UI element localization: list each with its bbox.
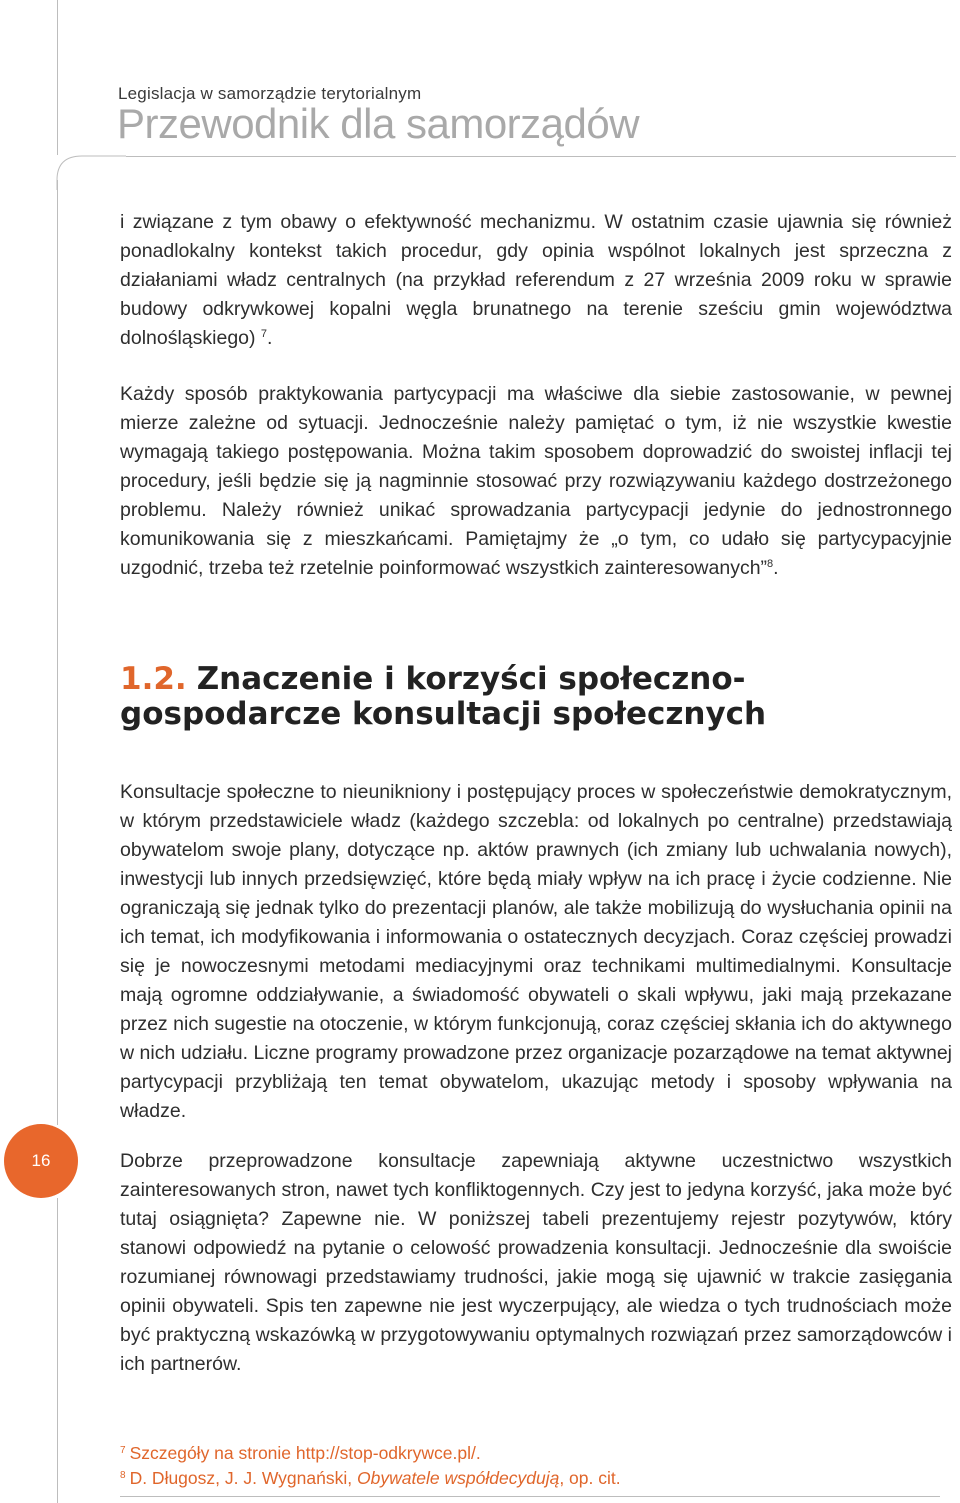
page-number: 16 bbox=[31, 1151, 51, 1170]
left-vertical-rule-bottom bbox=[57, 1198, 58, 1503]
paragraph: Każdy sposób praktykowania partycypacji ma właściwe dla siebie zastosowanie, w pewnej mierze zależne od sytuacji. Jednocześnie należy pamiętać o tym, iż nie wszystkie kwestie wymagają takiego postępowania. Można takim sposobem doprowadzić do swoistej inflacji tej procedury, jeśli będzie się ją nagminnie stosować przy rozwiązywaniu każdego dostrzeżonego problemu. Należy również unikać sprowadzania partycypacji jedynie do jednostronnego komunikowania się z mieszkańcami. Pamiętajmy że „o tym, co udało się partycypacyjnie uzgodnić, trzeba też rzetelnie poinformować wszystkich zainteresowanych”$^8$. bbox=[120, 383, 952, 579]
paragraph: Dobrze przeprowadzone konsultacje zapewniają aktywne uczestnictwo wszystkich zainteresowanych stron, nawet tych konfliktogennych. Czy jest to jedyna korzyść, jaka może być tutaj osiągnięta? Zapewne nie. W poniższej tabeli prezentujemy rejestr pozytywów, który stanowi odpowiedź na pytanie o celowość prowadzenia konsultacji. Jednocześnie dla swoiście rozumianej równowagi przedstawiamy trudności, jakie mogą się ujawnić w trakcie zasięgania opinii obywateli. Spis ten zapewne nie jest wyczerpujący, ale wiedza o tych trudnościach może być praktyczną wskazówką w przygotowywaniu optymalnych rozwiązań przez samorządowców i ich partnerów. bbox=[120, 1150, 952, 1375]
footnote: $^8$ D. Długosz, J. J. Wygnański, Obywatele współdecydują, op. cit. bbox=[120, 1468, 621, 1488]
paragraph: Konsultacje społeczne to nieunikniony i postępujący proces w społeczeństwie demokratycznym, w którym przedstawiciele władz (każdego szczebla: od lokalnych po centralne) przedstawiają obywatelom swoje plany, dotyczące np. aktów prawnych (ich zmiany lub uchwalania nowych), inwestycji lub innych przedsięwzięć, które będą miały wpływ na ich pracę i życie codzienne. Nie ograniczają się jednak tylko do prezentacji planów, ale także mobilizują do wysłuchania opinii na ich temat, ich modyfikowania i informowania o ostatecznych decyzjach. Coraz częściej prowadzi się je nowoczesnymi metodami mediacyjnymi oraz technikami multimedialnymi. Konsultacje mają ogromne oddziaływanie, a świadomość obywateli o skali wpływu, jaki mają przekazane przez nich sugestie na otoczenie, w którym funkcjonują, coraz częściej skłania ich do aktywnego w nich udziału. Liczne programy prowadzone przez organizacje pozarządowe na temat aktywnej partycypacji przybliżają ten temat obywatelom, ukazując metody i sposoby wpływania na władze. bbox=[120, 781, 952, 1122]
body-text-top bbox=[120, 208, 952, 583]
header-corner-curve bbox=[56, 150, 126, 190]
page-number-badge bbox=[4, 1124, 78, 1198]
section-number: 1.2. bbox=[120, 661, 187, 697]
footnote-ref: 7 bbox=[260, 328, 268, 340]
footnote-bottom-rule bbox=[120, 1496, 940, 1497]
header-title: Przewodnik dla samorządów bbox=[117, 100, 640, 147]
footnote-number: 7 bbox=[120, 1445, 126, 1456]
section-title: Znaczenie i korzyści społeczno-gospodarcze konsultacji społecznych bbox=[120, 661, 767, 732]
footnotes bbox=[120, 1441, 940, 1491]
header-kicker: Legislacja w samorządzie terytorialnym bbox=[118, 84, 422, 103]
footnote bbox=[120, 1441, 940, 1466]
paragraph: i związane z tym obawy o efektywność mechanizmu. W ostatnim czasie ujawnia się również ponadlokalny kontekst takich procedur, gdy opinia wspólnot lokalnych jest sprzeczna z działaniami władz centralnych (na przykład referendum z 27 września 2009 roku w sprawie budowy odkrywkowej kopalni węgla brunatnego na terenie sześciu gmin województwa dolnośląskiego) $^7$. bbox=[120, 211, 952, 349]
header-horizontal-rule bbox=[126, 156, 956, 157]
footnote-italic-title: Obywatele współdecydują bbox=[356, 1468, 560, 1488]
body-text-bottom bbox=[120, 778, 952, 1379]
footnote-text: Szczegóły na stronie http://stop-odkrywce.pl/. bbox=[129, 1443, 481, 1463]
left-vertical-rule-top bbox=[57, 0, 58, 155]
section-heading bbox=[120, 662, 950, 732]
footnote-ref: 8 bbox=[767, 558, 774, 570]
footnote-number: 8 bbox=[120, 1470, 126, 1481]
left-vertical-rule-main bbox=[57, 180, 58, 1125]
